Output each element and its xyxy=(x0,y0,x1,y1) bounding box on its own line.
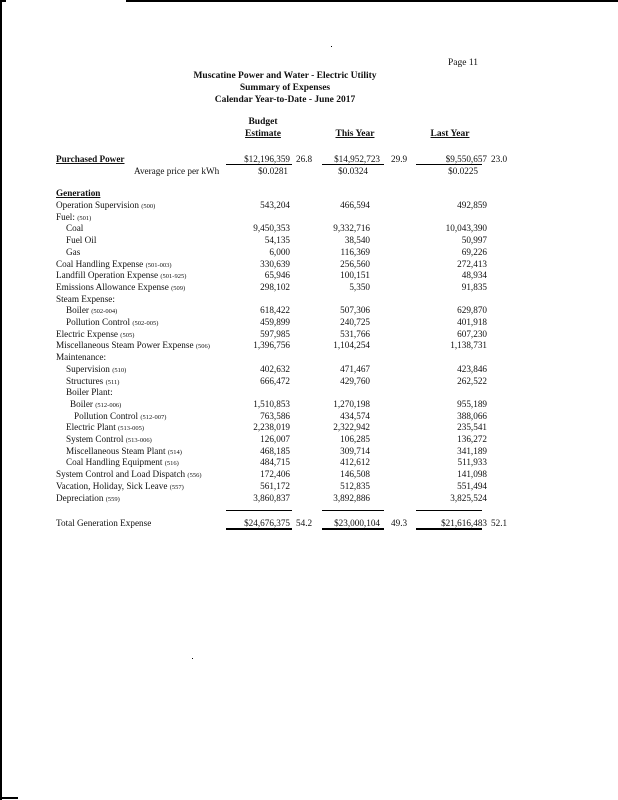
table-row xyxy=(0,293,618,305)
cell-this-year: 412,612 xyxy=(340,457,370,468)
cell-this-year: 256,560 xyxy=(340,258,370,269)
cell-last-year: 272,413 xyxy=(457,258,487,269)
table-row xyxy=(0,492,618,504)
account-code: (512-007) xyxy=(140,413,167,421)
table-row xyxy=(0,281,618,293)
cell-this-year: 309,714 xyxy=(340,445,370,456)
account-code: (500) xyxy=(141,203,156,210)
cell-last-year: 388,066 xyxy=(457,410,487,421)
row-label-text: Coal Handling Equipment xyxy=(66,457,163,468)
row-label xyxy=(56,351,106,363)
row-label-text: Coal Handling Expense xyxy=(56,258,144,269)
account-code: (501-925) xyxy=(160,273,187,281)
cell-last-year: 401,918 xyxy=(457,317,487,327)
column-header-this-year xyxy=(320,128,390,140)
total-generation-last-year: $21,616,483 xyxy=(441,518,487,528)
table-row xyxy=(0,386,618,398)
table-row xyxy=(0,363,618,375)
cell-last-year: 69,226 xyxy=(461,246,487,257)
account-code: (559) xyxy=(105,495,120,503)
double-underline xyxy=(416,528,482,530)
cell-last-year: 511,933 xyxy=(457,457,487,468)
cell-this-year: 512,835 xyxy=(340,480,370,491)
cell-this-year: 2,322,942 xyxy=(333,422,370,433)
scan-border xyxy=(126,0,618,2)
scan-speck xyxy=(331,46,332,47)
column-header-budget-top: Budget xyxy=(248,117,278,127)
cell-last-year: 955,189 xyxy=(457,398,487,409)
account-code: (513-006) xyxy=(125,437,152,444)
cell-budget: 543,204 xyxy=(260,200,290,210)
purchased-power-this-year: $14,952,723 xyxy=(334,154,380,164)
total-generation-budget-pct: 54.2 xyxy=(296,518,313,528)
cell-this-year: 1,104,254 xyxy=(333,340,370,351)
cell-last-year: 3,825,524 xyxy=(450,492,487,503)
table-row xyxy=(0,421,618,433)
row-label-text: Steam Expense: xyxy=(56,293,115,304)
cell-this-year: 100,151 xyxy=(340,270,370,281)
table-row xyxy=(0,351,618,363)
account-code: (505) xyxy=(120,331,135,339)
table-row xyxy=(0,339,618,351)
table-row xyxy=(0,258,618,270)
cell-last-year: 50,997 xyxy=(461,235,487,246)
cell-this-year: 38,540 xyxy=(344,235,370,246)
row-label-text: System Control xyxy=(66,434,124,444)
purchased-power-last-year: $9,550,657 xyxy=(445,154,487,164)
table-row xyxy=(0,480,618,492)
row-label-text: Maintenance: xyxy=(56,352,106,363)
purchased-power-budget-pct: 26.8 xyxy=(296,154,313,164)
table-row xyxy=(0,445,618,457)
cell-budget: 468,185 xyxy=(260,445,290,456)
row-label-text: Boiler xyxy=(70,398,93,409)
cell-budget: 65,946 xyxy=(264,270,290,281)
table-row xyxy=(0,410,618,422)
underline xyxy=(416,510,482,511)
cell-this-year: 5,350 xyxy=(349,281,370,292)
cell-budget: 298,102 xyxy=(260,281,290,292)
scan-border xyxy=(0,797,18,799)
purchased-power-this-year-pct: 29.9 xyxy=(391,154,408,164)
cell-this-year: 9,332,716 xyxy=(333,223,370,234)
account-code: (556) xyxy=(187,472,202,480)
underline xyxy=(226,510,292,511)
total-generation-this-year-pct: 49.3 xyxy=(391,518,408,528)
account-code: (502-004) xyxy=(91,308,118,316)
account-code: (501-003) xyxy=(145,261,172,269)
row-label-text: Depreciation xyxy=(56,492,104,503)
account-code: (514) xyxy=(167,448,182,456)
cell-last-year: 341,189 xyxy=(457,445,487,456)
cell-this-year: 507,306 xyxy=(340,305,370,316)
row-label xyxy=(66,222,83,234)
cell-last-year: 141,098 xyxy=(457,469,487,480)
total-generation-budget: $24,676,375 xyxy=(244,518,290,528)
avg-price-this-year: $0.0324 xyxy=(338,166,368,176)
cell-budget: 459,899 xyxy=(260,317,290,327)
cell-budget: 54,135 xyxy=(264,235,290,246)
purchased-power-label: Purchased Power xyxy=(56,154,125,164)
account-code: (557) xyxy=(169,483,184,491)
scan-speck xyxy=(192,658,193,659)
table-row xyxy=(0,316,618,328)
account-code: (510) xyxy=(112,366,127,374)
cell-this-year: 434,574 xyxy=(340,410,370,421)
cell-this-year: 429,760 xyxy=(340,375,370,386)
row-label xyxy=(66,386,113,398)
double-underline xyxy=(322,528,384,530)
generation-section-header xyxy=(0,187,618,199)
cell-this-year: 106,285 xyxy=(340,434,370,444)
row-label-text: Electric Plant xyxy=(66,422,116,433)
cell-this-year: 3,892,886 xyxy=(333,492,370,503)
row-label xyxy=(66,234,96,246)
cell-last-year: 607,230 xyxy=(457,328,487,339)
row-label-text: Operation Supervision xyxy=(56,200,139,210)
cell-budget: 3,860,837 xyxy=(253,492,290,503)
table-row xyxy=(0,375,618,387)
cell-this-year: 1,270,198 xyxy=(333,398,370,409)
row-label-text: Gas xyxy=(66,246,81,257)
report-title: Muscatine Power and Water - Electric Utility xyxy=(193,71,377,81)
cell-last-year: 91,835 xyxy=(461,281,487,292)
table-row xyxy=(0,222,618,234)
cell-this-year: 240,725 xyxy=(340,317,370,327)
row-label-text: Boiler Plant: xyxy=(66,387,113,398)
cell-last-year: 1,138,731 xyxy=(450,340,487,351)
row-label xyxy=(56,492,120,506)
column-header-last-year-label: Last Year xyxy=(430,129,470,139)
table-row xyxy=(0,211,618,223)
account-code: (512-006) xyxy=(95,401,122,409)
table-row xyxy=(0,234,618,246)
table-row xyxy=(0,433,618,445)
cell-budget: 402,632 xyxy=(260,363,290,374)
row-label-text: Supervision xyxy=(66,363,110,374)
account-code: (516) xyxy=(164,460,179,468)
cell-budget: 763,586 xyxy=(260,410,290,421)
cell-last-year: 551,494 xyxy=(457,480,487,491)
table-row xyxy=(0,468,618,480)
total-generation-this-year: $23,000,104 xyxy=(334,518,380,528)
generation-label: Generation xyxy=(56,188,101,198)
column-header-budget xyxy=(228,116,298,140)
row-label-text: Boiler xyxy=(66,305,89,316)
page-number: Page 11 xyxy=(448,58,478,68)
cell-last-year: 10,043,390 xyxy=(445,223,487,234)
cell-last-year: 235,541 xyxy=(457,422,487,433)
total-generation-row xyxy=(0,517,618,529)
cell-budget: 330,639 xyxy=(260,258,290,269)
cell-this-year: 146,508 xyxy=(340,469,370,480)
report-header xyxy=(150,70,420,106)
row-label xyxy=(56,293,115,305)
cell-last-year: 629,870 xyxy=(457,305,487,316)
account-code: (511) xyxy=(105,378,120,386)
report-subtitle: Summary of Expenses xyxy=(239,83,331,93)
cell-this-year: 116,369 xyxy=(340,246,370,257)
row-label xyxy=(66,246,80,258)
cell-budget: 1,396,756 xyxy=(253,340,290,351)
cell-budget: 666,472 xyxy=(260,375,290,386)
cell-budget: 2,238,019 xyxy=(253,422,290,433)
row-label-text: Vacation, Holiday, Sick Leave xyxy=(56,480,168,491)
cell-budget: 6,000 xyxy=(269,246,290,257)
account-code: (506) xyxy=(195,343,210,351)
avg-price-last-year: $0.0225 xyxy=(448,166,478,176)
table-row xyxy=(0,328,618,340)
row-label-text: Coal xyxy=(66,223,84,234)
cell-last-year: 48,934 xyxy=(461,270,487,281)
cell-last-year: 492,859 xyxy=(457,200,487,210)
column-header-this-year-label: This Year xyxy=(335,129,375,139)
row-label-text: Pollution Control xyxy=(74,410,139,421)
table-row xyxy=(0,456,618,468)
cell-budget: 561,172 xyxy=(260,480,290,491)
account-code: (509) xyxy=(171,284,186,292)
account-code: (513-005) xyxy=(118,425,145,433)
column-header-last-year xyxy=(415,128,485,140)
table-row xyxy=(0,199,618,211)
cell-budget: 484,715 xyxy=(260,457,290,468)
row-label-text: Miscellaneous Steam Plant xyxy=(66,445,166,456)
cell-this-year: 471,467 xyxy=(340,363,370,374)
cell-last-year: 423,846 xyxy=(457,363,487,374)
row-label-text: Fuel: xyxy=(56,211,75,222)
row-label-text: Miscellaneous Steam Power Expense xyxy=(56,340,194,351)
underline xyxy=(322,510,384,511)
table-row xyxy=(0,246,618,258)
cell-last-year: 262,522 xyxy=(457,375,487,386)
account-code: (502-005) xyxy=(132,320,159,327)
row-label-text: Electric Expense xyxy=(56,328,118,339)
account-code: (501) xyxy=(77,214,92,222)
cell-budget: 172,406 xyxy=(260,469,290,480)
row-label-text: Fuel Oil xyxy=(66,235,97,246)
purchased-power-row xyxy=(0,153,618,165)
total-generation-last-year-pct: 52.1 xyxy=(491,518,508,528)
cell-budget: 126,007 xyxy=(260,434,290,444)
avg-price-row xyxy=(0,165,618,177)
row-label-text: Landfill Operation Expense xyxy=(56,270,159,281)
cell-budget: 9,450,353 xyxy=(253,223,290,234)
cell-this-year: 531,766 xyxy=(340,328,370,339)
table-row xyxy=(0,398,618,410)
cell-last-year: 136,272 xyxy=(457,434,487,444)
cell-budget: 618,422 xyxy=(260,305,290,316)
table-row xyxy=(0,269,618,281)
row-label-text: Structures xyxy=(66,375,104,386)
table-row xyxy=(0,304,618,316)
cell-budget: 597,985 xyxy=(260,328,290,339)
double-underline xyxy=(226,528,292,530)
row-label-text: Emissions Allowance Expense xyxy=(56,281,169,292)
avg-price-label: Average price per kWh xyxy=(134,166,220,176)
avg-price-budget: $0.0281 xyxy=(258,166,288,176)
column-header-budget-label: Estimate xyxy=(245,129,281,139)
total-generation-label: Total Generation Expense xyxy=(56,518,152,528)
row-label-text: Pollution Control xyxy=(66,317,131,327)
purchased-power-last-year-pct: 23.0 xyxy=(491,154,508,164)
report-period: Calendar Year-to-Date - June 2017 xyxy=(214,95,356,105)
purchased-power-budget: $12,196,359 xyxy=(244,154,290,164)
cell-budget: 1,510,853 xyxy=(253,398,290,409)
row-label-text: System Control and Load Dispatch xyxy=(56,469,186,480)
cell-this-year: 466,594 xyxy=(340,200,370,210)
